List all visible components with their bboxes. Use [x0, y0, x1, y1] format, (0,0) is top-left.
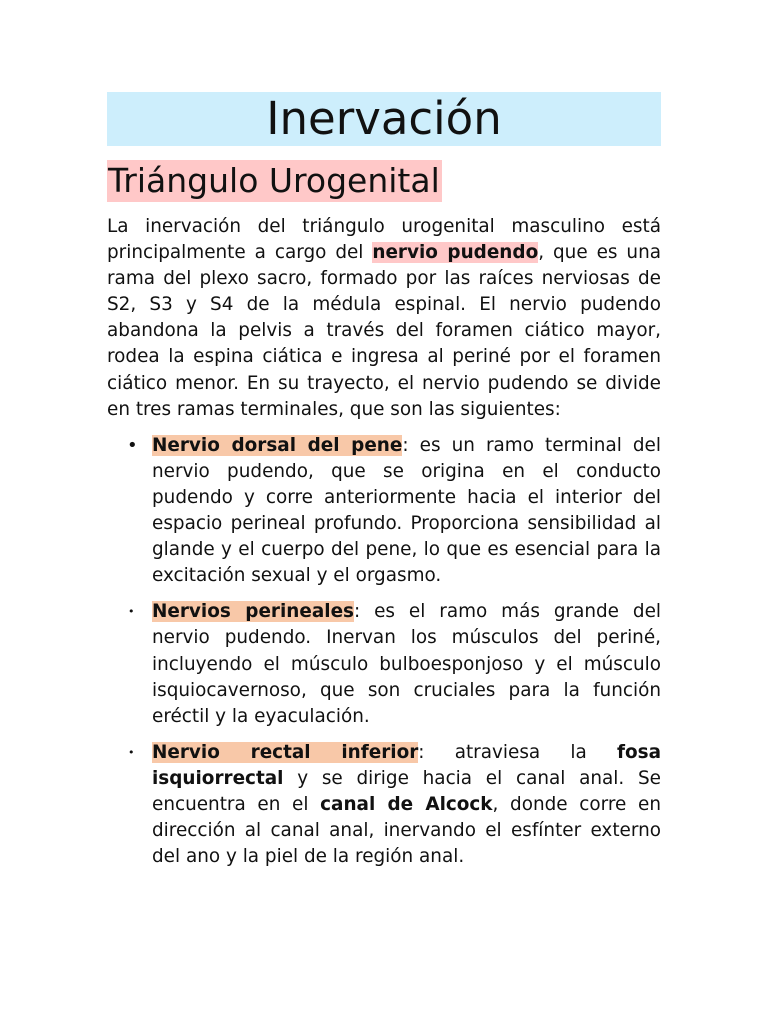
- bullet-icon: •: [127, 434, 138, 456]
- list-item: [107, 599, 661, 729]
- highlight-nervio-pudendo: nervio pudendo: [372, 242, 539, 264]
- list-item: [107, 740, 661, 870]
- branch-name: Nervio dorsal del pene: [152, 434, 403, 456]
- branches-list: [107, 433, 661, 871]
- branch-name: Nervios perineales: [152, 601, 354, 623]
- document-page: [107, 92, 661, 880]
- bullet-icon: •: [128, 605, 135, 619]
- branch-text: y se dirige hacia el canal anal. Se encuentra en el: [152, 767, 661, 815]
- bold-term: canal de Alcock: [320, 793, 493, 815]
- intro-paragraph: [107, 214, 661, 423]
- branch-text: : es un ramo terminal del nervio pudendo, que se origina en el conducto pudendo y corre anteriormente hacia el interior del espacio perineal profundo. Proporciona sensibilidad al glande y el cuerpo del pene, lo que es esencial para la excitación sexual y el orgasmo.: [152, 434, 661, 587]
- branch-text: , donde corre en dirección al canal anal, inervando el esfínter externo del ano y la piel de la región anal.: [152, 793, 661, 868]
- bold-term: fosa isquiorrectal: [152, 741, 661, 789]
- document-title: Inervación: [107, 92, 661, 146]
- intro-text-before: La inervación del triángulo urogenital masculino está principalmente a cargo del: [107, 216, 661, 264]
- branch-text: : atraviesa la: [418, 741, 617, 763]
- branch-text: : es el ramo más grande del nervio pudendo. Inervan los músculos del periné, incluyendo el músculo bulboesponjoso y el músculo isquiocavernoso, que son cruciales para la función eréctil y la eyaculación.: [152, 601, 662, 727]
- branch-name: Nervio rectal inferior: [152, 741, 419, 763]
- intro-text-after: , que es una rama del plexo sacro, formado por las raíces nerviosas de S2, S3 y S4 de la médula espinal. El nervio pudendo abandona la pelvis a través del foramen ciático mayor, rodea la espina ciática e ingresa al periné por el foramen ciático menor. En su trayecto, el nervio pudendo se divide en tres ramas terminales, que son las siguientes:: [107, 242, 661, 420]
- section-heading: Triángulo Urogenital: [108, 161, 440, 200]
- bullet-icon: •: [128, 745, 135, 759]
- list-item: [107, 433, 661, 590]
